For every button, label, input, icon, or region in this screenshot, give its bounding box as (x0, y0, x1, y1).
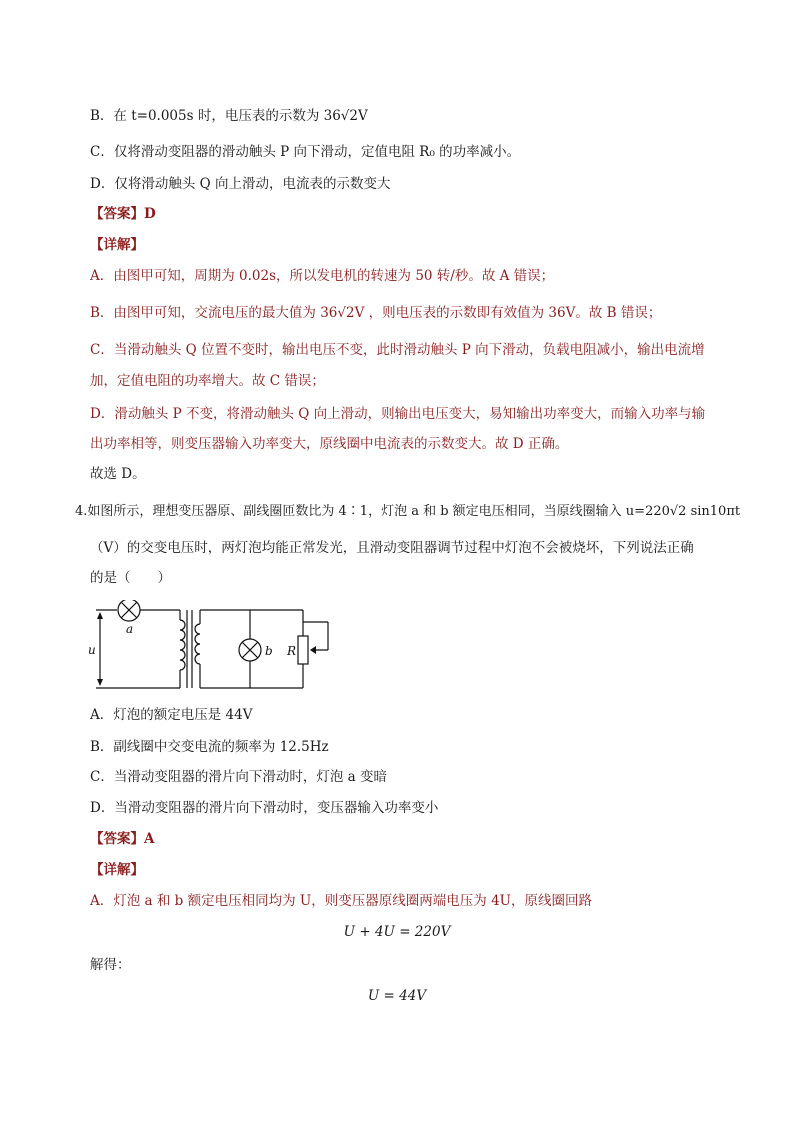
q4-solve-label: 解得： (90, 957, 131, 973)
prev-explain-header: 【详解】 (90, 237, 144, 253)
q4-stem-line-3: 的是（ ） (90, 570, 171, 586)
q4-option-b: B．副线圈中交变电流的频率为 12.5Hz (90, 739, 329, 755)
q4-option-a: A．灯泡的额定电压是 44V (90, 707, 253, 723)
transformer-circuit-figure (88, 600, 338, 696)
prev-explain-line-5: D．滑动触头 P 不变，将滑动触头 Q 向上滑动，则输出电压变大，易知输出功率变大，而输入功率与输 (90, 406, 706, 422)
q4-explain-line-1: A．灯泡 a 和 b 额定电压相同均为 U，则变压器原线圈两端电压为 4U，原线圈回路 (90, 893, 593, 909)
prev-conclusion: 故选 D。 (90, 466, 146, 482)
q4-equation-2: U = 44V (367, 988, 427, 1004)
prev-option-c: C．仅将滑动变阻器的滑动触头 P 向下滑动，定值电阻 R₀ 的功率减小。 (90, 144, 521, 160)
figure-label-b: b (265, 644, 273, 658)
prev-answer: 【答案】D (90, 206, 156, 222)
q4-option-d: D．当滑动变阻器的滑片向下滑动时，变压器输入功率变小 (90, 800, 439, 816)
prev-explain-line-6: 出功率相等，则变压器输入功率变大，原线圈中电流表的示数变大。故 D 正确。 (90, 436, 569, 452)
prev-explain-line-1: A．由图甲可知，周期为 0.02s，所以发电机的转速为 50 转/秒。故 A 错误； (90, 268, 555, 284)
q4-stem-line-1: 4.如图所示，理想变压器原、副线圈匝数比为 4∶1，灯泡 a 和 b 额定电压相同，当原线圈输入 u=220√2 sin10πt (75, 504, 741, 519)
q4-explain-header: 【详解】 (90, 862, 144, 878)
q4-answer: 【答案】A (90, 831, 155, 847)
figure-label-r: R (287, 644, 297, 658)
figure-label-a: a (126, 622, 134, 636)
prev-option-b: B．在 t=0.005s 时，电压表的示数为 36√2V (90, 108, 368, 124)
q4-stem-line-2: （V）的交变电压时，两灯泡均能正常发光，且滑动变阻器调节过程中灯泡不会被烧坏，下列说法正确 (90, 540, 694, 556)
figure-label-u: u (88, 643, 96, 657)
prev-explain-line-2: B．由图甲可知，交流电压的最大值为 36√2V ，则电压表的示数即有效值为 36V。故 B 错误； (90, 305, 662, 321)
prev-explain-line-4: 加，定值电阻的功率增大。故 C 错误； (90, 373, 325, 389)
q4-equation-1: U + 4U = 220V (343, 924, 451, 940)
prev-explain-line-3: C．当滑动触头 Q 位置不变时，输出电压不变，此时滑动触头 P 向下滑动，负载电阻减小，输出电流增 (90, 342, 705, 358)
prev-option-d: D．仅将滑动触头 Q 向上滑动，电流表的示数变大 (90, 176, 391, 192)
q4-option-c: C．当滑动变阻器的滑片向下滑动时，灯泡 a 变暗 (90, 769, 387, 785)
